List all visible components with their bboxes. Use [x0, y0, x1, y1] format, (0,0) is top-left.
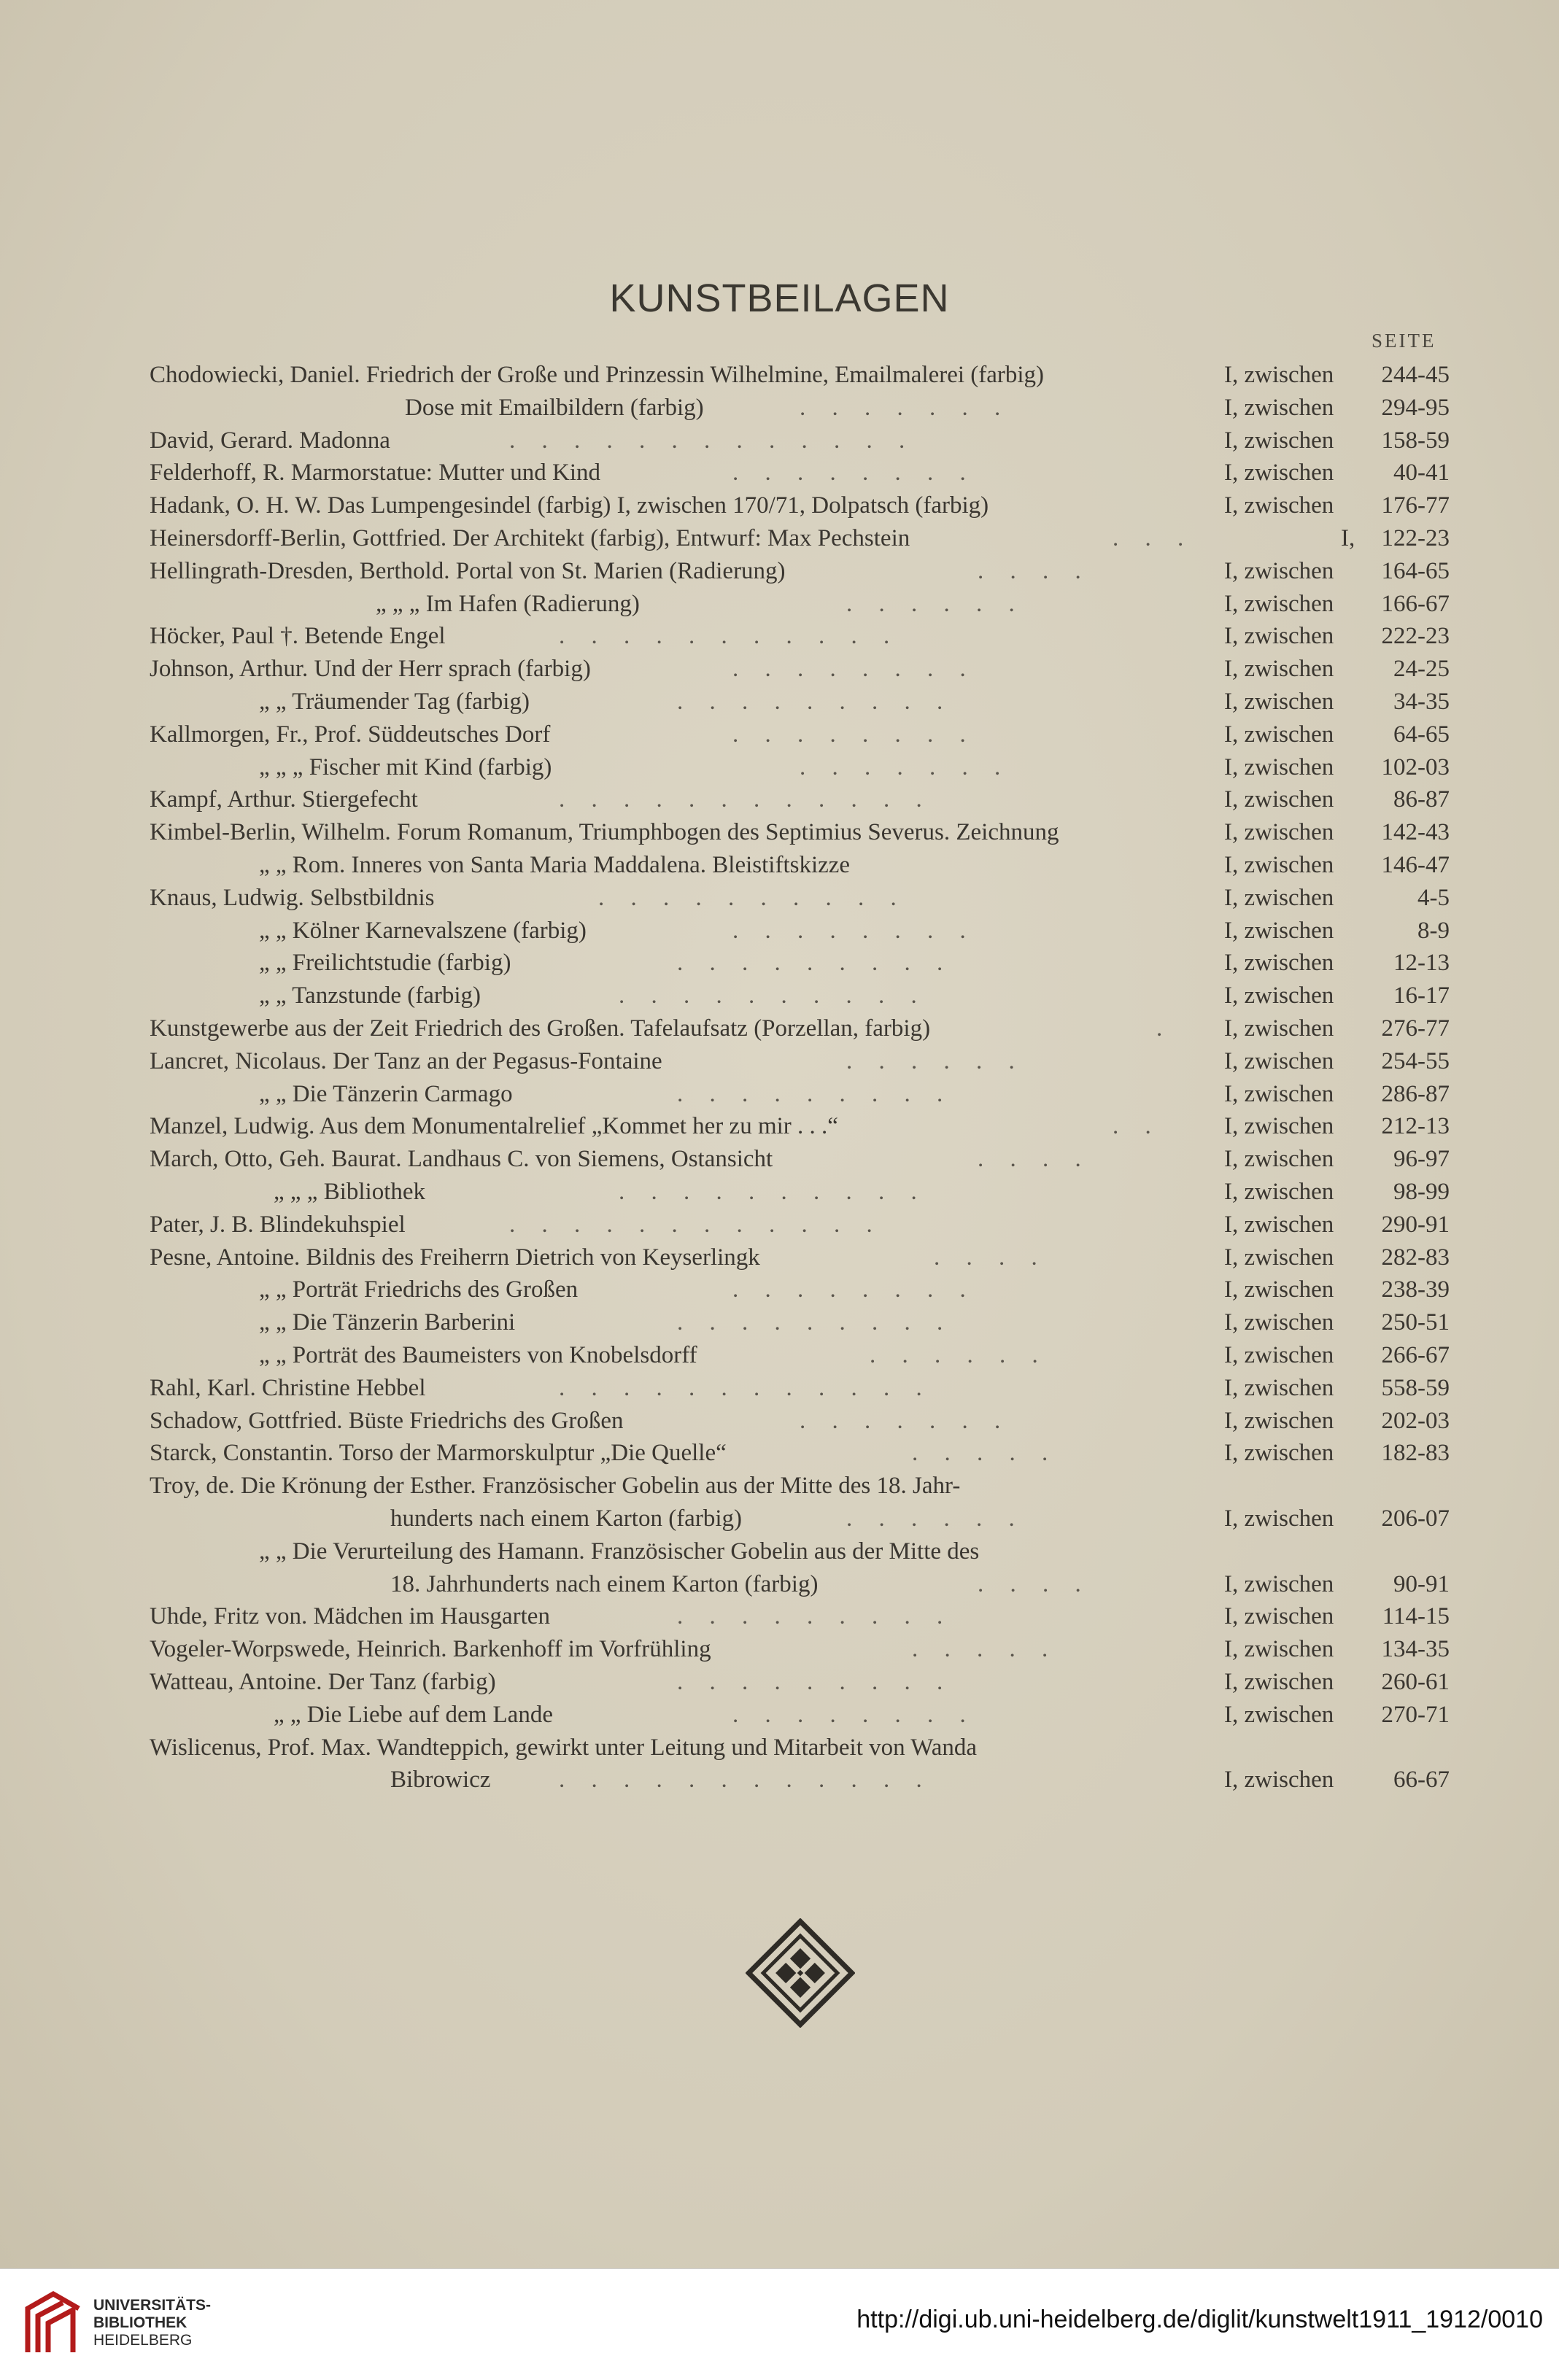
entry-page-range: 202-03 [1381, 1408, 1450, 1434]
entry-volume: I, zwischen [1224, 1505, 1334, 1532]
dot-leader: . . . . . . . . . . . . [559, 786, 932, 813]
entry-volume: I, zwischen [1224, 1212, 1334, 1238]
entry-page-range: 12-13 [1393, 950, 1450, 976]
entry-title: „ „ Tanzstunde (farbig) [259, 982, 481, 1009]
list-item [0, 1470, 1559, 1502]
list-item [0, 1568, 1559, 1600]
list-item [0, 555, 1559, 587]
entry-title: „ „ Rom. Inneres von Santa Maria Maddalena. Bleistiftskizze [259, 852, 851, 878]
entry-volume: I, zwischen [1224, 1669, 1334, 1695]
dot-leader: . . . . . . . . [732, 918, 976, 944]
entry-title: „ „ Die Verurteilung des Hamann. Französischer Gobelin aus der Mitte des [259, 1538, 980, 1565]
entry-volume: I, zwischen [1224, 460, 1334, 486]
entry-title: Watteau, Antoine. Der Tanz (farbig) [150, 1669, 496, 1695]
entry-page-range: 270-71 [1381, 1702, 1450, 1728]
dot-leader: . . . . . . . . . . . [559, 623, 900, 649]
entry-volume: I, zwischen [1224, 656, 1334, 682]
entry-title: „ „ Porträt des Baumeisters von Knobelsdorff [259, 1342, 697, 1368]
entry-page-range: 254-55 [1381, 1048, 1450, 1074]
list-item [0, 980, 1559, 1012]
entry-title: Pater, J. B. Blindekuhspiel [150, 1212, 406, 1238]
viewer-footer [0, 2268, 1559, 2380]
entry-title: „ „ Freilichtstudie (farbig) [259, 950, 511, 976]
entry-volume: I, zwischen [1224, 819, 1334, 845]
list-item [0, 1306, 1559, 1338]
dot-leader: . [1156, 1015, 1173, 1042]
diamond-ornament-icon [746, 1918, 855, 2028]
list-item [0, 1600, 1559, 1632]
entry-page-range: 206-07 [1381, 1505, 1450, 1532]
entry-volume: I, zwischen [1224, 950, 1334, 976]
entry-page-range: 146-47 [1381, 852, 1450, 878]
entry-page-range: 102-03 [1381, 754, 1450, 780]
entry-page-range: 266-67 [1381, 1342, 1450, 1368]
entry-page-range: 90-91 [1393, 1571, 1450, 1597]
list-item [0, 653, 1559, 685]
list-item [0, 947, 1559, 979]
entry-title: Chodowiecki, Daniel. Friedrich der Große und Prinzessin Wilhelmine, Emailmalerei (farbig) [150, 362, 1045, 388]
list-item [0, 1274, 1559, 1306]
dot-leader: . . . [1113, 525, 1194, 551]
list-item [0, 783, 1559, 815]
entry-title: Felderhoff, R. Marmorstatue: Mutter und Kind [150, 460, 601, 486]
entry-title: Starck, Constantin. Torso der Marmorskulptur „Die Quelle“ [150, 1440, 727, 1466]
list-item [0, 522, 1559, 554]
entry-volume: I, zwischen [1224, 427, 1334, 454]
list-item [0, 425, 1559, 457]
entry-volume: I, zwischen [1224, 1244, 1334, 1271]
dot-leader: . . . . . . . . . . . . [509, 1212, 883, 1238]
entry-volume: I, zwischen [1224, 1603, 1334, 1629]
entry-page-range: 260-61 [1381, 1669, 1450, 1695]
entry-volume: I, zwischen [1224, 1015, 1334, 1042]
dot-leader: . . . . . . . . [732, 460, 976, 486]
page-url-link[interactable]: http://digi.ub.uni-heidelberg.de/diglit/kunstwelt1911_1912/0010 [856, 2306, 1543, 2333]
dot-leader: . . . . . . . [800, 1408, 1011, 1434]
entry-title: Kimbel-Berlin, Wilhelm. Forum Romanum, Triumphbogen des Septimius Severus. Zeichnung [150, 819, 1059, 845]
list-item [0, 1372, 1559, 1404]
dot-leader: . . . . . . [870, 1342, 1048, 1368]
entry-page-range: 290-91 [1381, 1212, 1450, 1238]
list-item [0, 718, 1559, 751]
list-item [0, 392, 1559, 424]
entry-title: Hadank, O. H. W. Das Lumpengesindel (farbig) I, zwischen 170/71, Dolpatsch (farbig) [150, 492, 989, 519]
entry-volume: I, zwischen [1224, 623, 1334, 649]
entry-volume: I, zwischen [1224, 1342, 1334, 1368]
dot-leader: . . . . . [912, 1636, 1059, 1662]
entry-volume: I, zwischen [1224, 1702, 1334, 1728]
dot-leader: . . . . . . . . [732, 656, 976, 682]
entry-title: „ „ Die Tänzerin Carmago [259, 1081, 513, 1107]
entry-volume: I, zwischen [1224, 1048, 1334, 1074]
entry-volume: I, zwischen [1224, 395, 1334, 421]
list-item [0, 1503, 1559, 1535]
dot-leader: . . . . . . . . . [677, 1081, 953, 1107]
entry-title: Rahl, Karl. Christine Hebbel [150, 1375, 426, 1401]
entry-page-range: 176-77 [1381, 492, 1450, 519]
dot-leader: . . . . . . . . . [677, 1309, 953, 1336]
entry-volume: I, zwischen [1224, 852, 1334, 878]
entry-title: Lancret, Nicolaus. Der Tanz an der Pegasus-Fontaine [150, 1048, 662, 1074]
entry-page-range: 16-17 [1393, 982, 1450, 1009]
entry-page-range: 276-77 [1381, 1015, 1450, 1042]
list-item [0, 1045, 1559, 1077]
dot-leader: . . . . . . [846, 1048, 1025, 1074]
entry-page-range: 164-65 [1381, 558, 1450, 584]
dot-leader: . . . . . . . . . . . . [559, 1375, 932, 1401]
list-item [0, 359, 1559, 391]
list-item [0, 1535, 1559, 1567]
dot-leader: . . . . [978, 558, 1091, 584]
dot-leader: . . . . . . . . [732, 1702, 976, 1728]
entry-title: Kampf, Arthur. Stiergefecht [150, 786, 418, 813]
entry-page-range: 122-23 [1381, 525, 1450, 551]
entry-title: David, Gerard. Madonna [150, 427, 390, 454]
list-item [0, 882, 1559, 914]
list-item [0, 1405, 1559, 1437]
entry-volume: I, zwischen [1224, 918, 1334, 944]
entry-title: Heinersdorff-Berlin, Gottfried. Der Architekt (farbig), Entwurf: Max Pechstein [150, 525, 910, 551]
dot-leader: . . . . . . . . . [677, 950, 953, 976]
entry-volume: I, zwischen [1224, 1375, 1334, 1401]
entry-title: „ „ „ Fischer mit Kind (farbig) [259, 754, 552, 780]
entry-page-range: 238-39 [1381, 1276, 1450, 1303]
entry-volume: I, zwischen [1224, 1636, 1334, 1662]
entry-volume: I, zwischen [1224, 1276, 1334, 1303]
entry-volume: I, zwischen [1224, 492, 1334, 519]
dot-leader: . . . . . . . . . [677, 1669, 953, 1695]
entry-title: March, Otto, Geh. Baurat. Landhaus C. von Siemens, Ostansicht [150, 1146, 773, 1172]
entry-title: „ „ Die Liebe auf dem Lande [274, 1702, 553, 1728]
entry-title: „ „ „ Bibliothek [274, 1179, 426, 1205]
entry-page-range: 98-99 [1393, 1179, 1450, 1205]
entry-title: Troy, de. Die Krönung der Esther. Französischer Gobelin aus der Mitte des 18. Jahr- [150, 1473, 961, 1499]
entry-title: Hellingrath-Dresden, Berthold. Portal von St. Marien (Radierung) [150, 558, 786, 584]
dot-leader: . . . . . . . [800, 395, 1011, 421]
entry-page-range: 8-9 [1417, 918, 1450, 944]
dot-leader: . . . . [978, 1146, 1091, 1172]
entry-volume: I, zwischen [1224, 1179, 1334, 1205]
entry-title: Wislicenus, Prof. Max. Wandteppich, gewirkt unter Leitung und Mitarbeit von Wanda [150, 1734, 978, 1761]
entry-volume: I, zwischen [1224, 721, 1334, 748]
entry-page-range: 86-87 [1393, 786, 1450, 813]
list-item [0, 751, 1559, 783]
entry-page-range: 34-35 [1393, 689, 1450, 715]
list-item [0, 1110, 1559, 1142]
entry-title: Bibrowicz [390, 1767, 491, 1793]
dot-leader: . . . . . . . . [732, 721, 976, 748]
entry-page-range: 244-45 [1381, 362, 1450, 388]
list-item [0, 915, 1559, 947]
list-item [0, 1437, 1559, 1469]
entry-volume: I, zwischen [1224, 1571, 1334, 1597]
dot-leader: . . . . . . . . . . [598, 885, 907, 911]
entry-volume: I, [1341, 525, 1355, 551]
entry-page-range: 182-83 [1381, 1440, 1450, 1466]
entry-page-range: 96-97 [1393, 1146, 1450, 1172]
entry-page-range: 286-87 [1381, 1081, 1450, 1107]
entry-title: Knaus, Ludwig. Selbstbildnis [150, 885, 435, 911]
dot-leader: . . . . . . . . . [677, 689, 953, 715]
entry-title: Schadow, Gottfried. Büste Friedrichs des Großen [150, 1408, 624, 1434]
entry-volume: I, zwischen [1224, 1440, 1334, 1466]
list-item [0, 457, 1559, 489]
entry-volume: I, zwischen [1224, 1408, 1334, 1434]
dot-leader: . . . . . . . . . . . . . [509, 427, 916, 454]
entry-title: „ „ Träumender Tag (farbig) [259, 689, 530, 715]
dot-leader: . . . . . . [846, 591, 1025, 617]
entry-volume: I, zwischen [1224, 591, 1334, 617]
dot-leader: . . . . . . . . . [677, 1603, 953, 1629]
list-item [0, 849, 1559, 881]
list-item [0, 588, 1559, 620]
list-item [0, 1241, 1559, 1274]
entry-page-range: 24-25 [1393, 656, 1450, 682]
entry-volume: I, zwischen [1224, 1309, 1334, 1336]
entry-volume: I, zwischen [1224, 754, 1334, 780]
entry-page-range: 282-83 [1381, 1244, 1450, 1271]
entry-volume: I, zwischen [1224, 1113, 1334, 1139]
list-item [0, 1339, 1559, 1371]
list-item [0, 1732, 1559, 1764]
library-name-line1: UNIVERSITÄTS- [93, 2297, 212, 2314]
entry-title: Höcker, Paul †. Betende Engel [150, 623, 446, 649]
list-item [0, 1012, 1559, 1044]
entry-title: „ „ Porträt Friedrichs des Großen [259, 1276, 579, 1303]
dot-leader: . . . . [934, 1244, 1048, 1271]
list-item [0, 489, 1559, 522]
entry-volume: I, zwischen [1224, 1081, 1334, 1107]
entry-title: 18. Jahrhunderts nach einem Karton (farbig) [390, 1571, 819, 1597]
dot-leader: . . [1113, 1113, 1161, 1139]
dot-leader: . . . . [978, 1571, 1091, 1597]
heidelberg-library-logo-icon [20, 2287, 86, 2360]
library-name-line3: HEIDELBERG [93, 2332, 193, 2349]
list-item [0, 1699, 1559, 1731]
entry-page-range: 166-67 [1381, 591, 1450, 617]
entry-title: „ „ Kölner Karnevalszene (farbig) [259, 918, 587, 944]
entry-volume: I, zwischen [1224, 558, 1334, 584]
entry-page-range: 222-23 [1381, 623, 1450, 649]
entry-volume: I, zwischen [1224, 786, 1334, 813]
entry-page-range: 4-5 [1417, 885, 1450, 911]
page-column-header: SEITE [1372, 330, 1436, 352]
entry-volume: I, zwischen [1224, 1767, 1334, 1793]
entry-title: Manzel, Ludwig. Aus dem Monumentalrelief „Kommet her zu mir . . .“ [150, 1113, 838, 1139]
entry-volume: I, zwischen [1224, 689, 1334, 715]
list-item [0, 816, 1559, 848]
entry-title: Pesne, Antoine. Bildnis des Freiherrn Dietrich von Keyserlingk [150, 1244, 760, 1271]
entry-page-range: 294-95 [1381, 395, 1450, 421]
entry-volume: I, zwischen [1224, 362, 1334, 388]
entry-page-range: 212-13 [1381, 1113, 1450, 1139]
library-name [93, 2297, 211, 2349]
entry-volume: I, zwischen [1224, 1146, 1334, 1172]
entry-title: Johnson, Arthur. Und der Herr sprach (farbig) [150, 656, 591, 682]
entry-title: Vogeler-Worpswede, Heinrich. Barkenhoff im Vorfrühling [150, 1636, 711, 1662]
list-item [0, 1666, 1559, 1698]
dot-leader: . . . . . . [846, 1505, 1025, 1532]
list-item [0, 1764, 1559, 1796]
dot-leader: . . . . . [912, 1440, 1059, 1466]
entry-page-range: 158-59 [1381, 427, 1450, 454]
dot-leader: . . . . . . . . [732, 1276, 976, 1303]
list-item [0, 620, 1559, 652]
entry-title: hunderts nach einem Karton (farbig) [390, 1505, 742, 1532]
entry-volume: I, zwischen [1224, 982, 1334, 1009]
entry-title: Dose mit Emailbildern (farbig) [405, 395, 704, 421]
list-item [0, 1078, 1559, 1110]
entry-page-range: 134-35 [1381, 1636, 1450, 1662]
list-item [0, 1143, 1559, 1175]
entry-title: Kallmorgen, Fr., Prof. Süddeutsches Dorf [150, 721, 551, 748]
entry-title: „ „ Die Tänzerin Barberini [259, 1309, 516, 1336]
entry-page-range: 250-51 [1381, 1309, 1450, 1336]
list-item [0, 1633, 1559, 1665]
entry-title: Uhde, Fritz von. Mädchen im Hausgarten [150, 1603, 550, 1629]
list-item [0, 1209, 1559, 1241]
entry-volume: I, zwischen [1224, 885, 1334, 911]
page-title: KUNSTBEILAGEN [609, 276, 950, 320]
entry-page-range: 64-65 [1393, 721, 1450, 748]
entry-page-range: 142-43 [1381, 819, 1450, 845]
entry-page-range: 558-59 [1381, 1375, 1450, 1401]
list-item [0, 686, 1559, 718]
dot-leader: . . . . . . . [800, 754, 1011, 780]
list-item [0, 1176, 1559, 1208]
entry-title: Kunstgewerbe aus der Zeit Friedrich des Großen. Tafelaufsatz (Porzellan, farbig) [150, 1015, 931, 1042]
entry-title: „ „ „ Im Hafen (Radierung) [376, 591, 640, 617]
library-name-line2: BIBLIOTHEK [93, 2314, 187, 2331]
dot-leader: . . . . . . . . . . [619, 982, 927, 1009]
entry-page-range: 40-41 [1393, 460, 1450, 486]
dot-leader: . . . . . . . . . . [619, 1179, 927, 1205]
entry-page-range: 114-15 [1382, 1603, 1450, 1629]
dot-leader: . . . . . . . . . . . . [559, 1767, 932, 1793]
entry-page-range: 66-67 [1393, 1767, 1450, 1793]
